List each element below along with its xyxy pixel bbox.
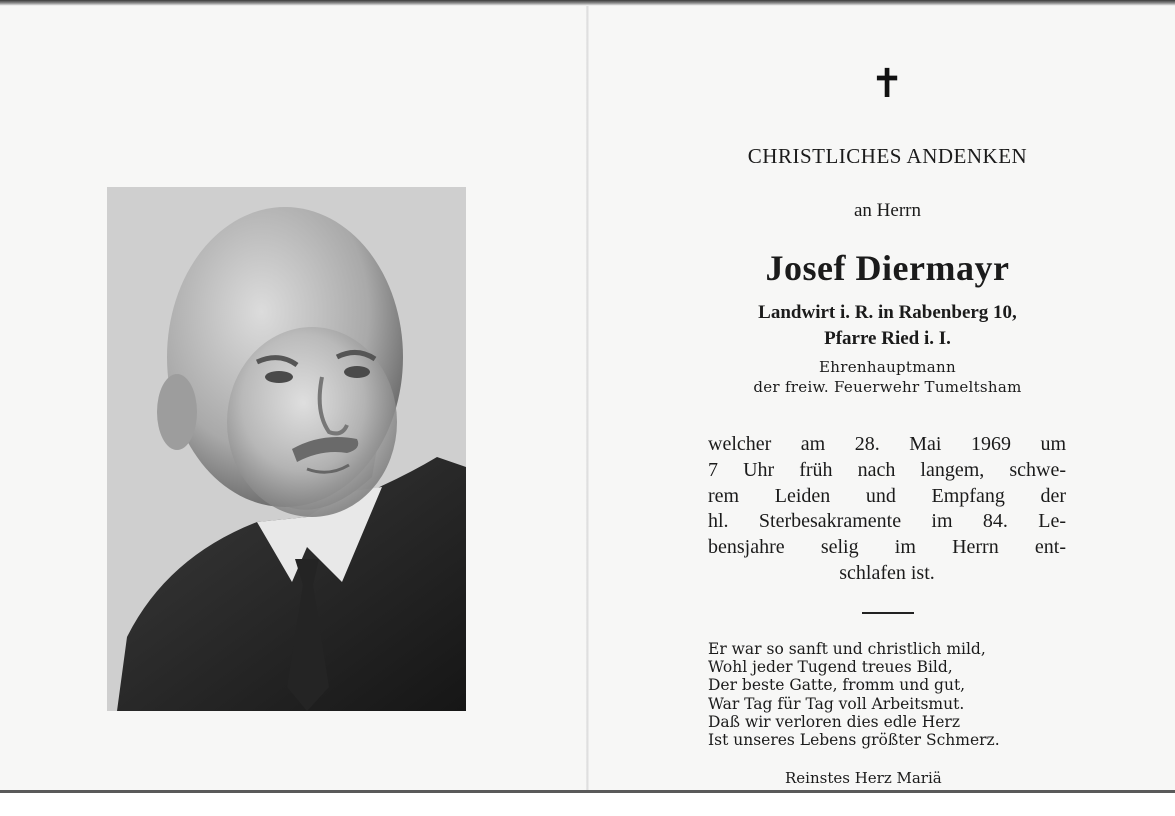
poem-line: Er war so sanft und christlich mild, <box>708 640 986 658</box>
portrait-photo <box>107 187 466 711</box>
obituary-line: schlafen ist. <box>839 561 935 584</box>
card-fold <box>586 6 589 790</box>
poem-line: War Tag für Tag voll Arbeitsmut. <box>708 694 965 713</box>
divider <box>862 612 914 614</box>
poem-line: Ist unseres Lebens größter Schmerz. <box>708 731 1000 750</box>
honor-organization: der freiw. Feuerwehr Tumeltsham <box>753 378 1022 396</box>
poem-line: Der beste Gatte, fromm und gut, <box>708 676 966 695</box>
salutation: an Herrn <box>854 200 921 221</box>
obituary-text <box>708 432 1066 587</box>
obituary-line: bensjahre selig im Herrn ent- <box>708 536 1066 559</box>
portrait-illustration <box>107 187 466 711</box>
memorial-poem <box>708 640 1088 749</box>
parish-line: Pfarre Ried i. I. <box>824 328 951 349</box>
card-heading: CHRISTLICHES ANDENKEN <box>747 144 1028 168</box>
closing-line: Reinstes Herz Mariä <box>785 769 942 786</box>
text-page <box>600 0 1175 790</box>
poem-line: Daß wir verloren dies edle Herz <box>708 712 960 731</box>
obituary-line: rem Leiden und Empfang der <box>708 484 1066 507</box>
obituary-line: hl. Sterbesakramente im 84. Le- <box>708 510 1066 533</box>
honor-title: Ehrenhauptmann <box>819 358 956 376</box>
scan-margin <box>0 793 1175 816</box>
deceased-name: Josef Diermayr <box>765 248 1010 288</box>
occupation-line: Landwirt i. R. in Rabenberg 10, <box>758 302 1017 323</box>
cross-icon: ✝ <box>870 61 904 107</box>
poem-line: Wohl jeder Tugend treues Bild, <box>708 658 953 677</box>
obituary-line: welcher am 28. Mai 1969 um <box>708 433 1066 455</box>
obituary-line: 7 Uhr früh nach langem, schwe- <box>708 458 1066 481</box>
